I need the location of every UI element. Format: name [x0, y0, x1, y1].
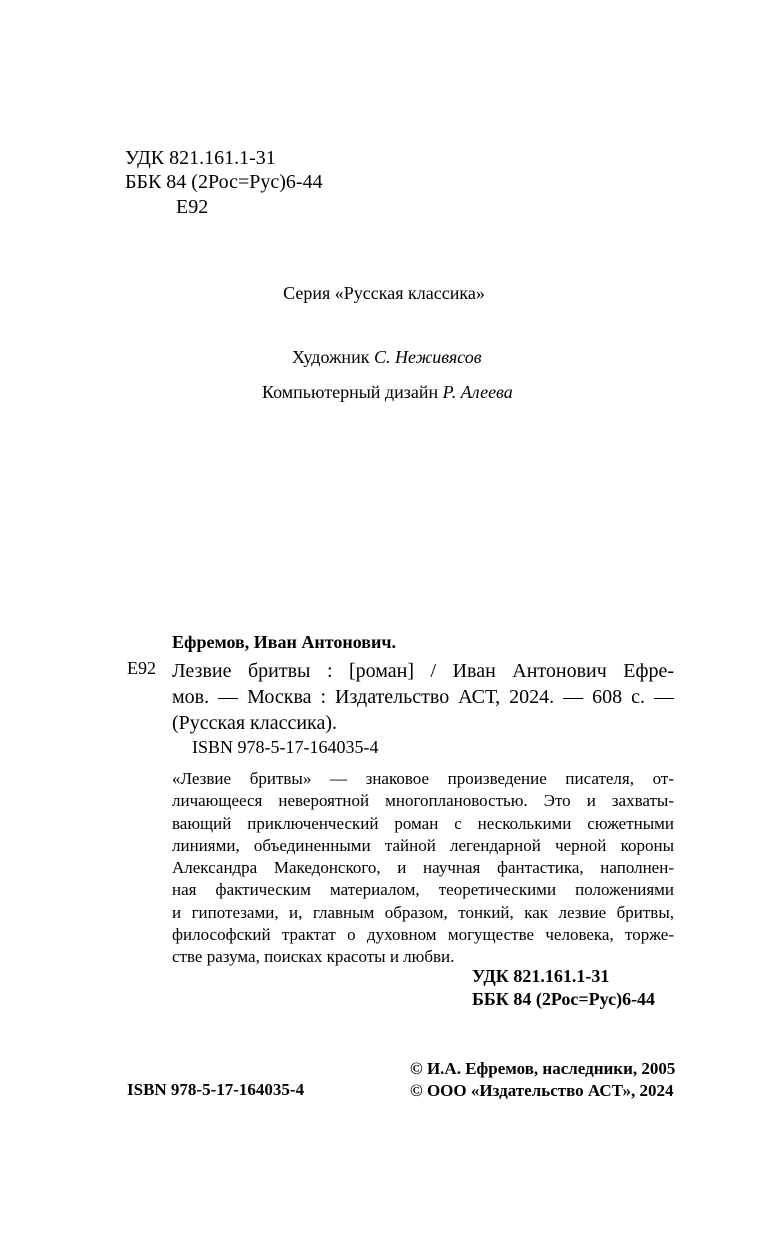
copyright-line: © И.А. Ефремов, наследники, 2005 — [410, 1059, 676, 1078]
copyright-line: © ООО «Издательство АСТ», 2024 — [410, 1081, 674, 1100]
annotation-line: стве разума, поисках красоты и любви. — [172, 947, 455, 967]
annotation-line: вающий приключенческий роман с несколькими сюжетными — [172, 813, 674, 833]
series-title: Серия «Русская классика» — [283, 283, 485, 303]
annotation-line: и гипотезами, и, главным образом, тонкий, как лезвие бритвы, — [172, 902, 674, 922]
udk-code: УДК 821.161.1-31 — [472, 966, 610, 986]
classification-block-bottom — [472, 965, 655, 1011]
annotation-line: Александра Македонского, и научная фантастика, наполнен- — [172, 858, 674, 878]
description-line: Лезвие бритвы : [роман] / Иван Антонович Ефре- — [172, 660, 674, 682]
annotation-line: «Лезвие бритвы» — знаковое произведение писателя, от- — [172, 769, 674, 788]
artist-credit — [292, 347, 482, 368]
copyright-block — [410, 1058, 675, 1102]
annotation-line: философский трактат о духовном могуществе человека, торже- — [172, 925, 674, 945]
udk-code: УДК 821.161.1-31 — [125, 147, 276, 169]
annotation-line: личающееся невероятной многоплановостью. Это и захваты- — [172, 791, 674, 811]
design-label: Компьютерный дизайн — [262, 382, 439, 402]
annotation-line: ная фактическим материалом, теоретическими положениями — [172, 880, 674, 900]
isbn-bottom: ISBN 978-5-17-164035-4 — [127, 1080, 305, 1099]
design-credit — [262, 382, 513, 403]
bbk-code: ББК 84 (2Рос=Рус)6-44 — [125, 171, 323, 193]
description-line: мов. — Москва : Издательство АСТ, 2024. — 608 с. — — [172, 686, 674, 708]
design-name: Р. Алеева — [442, 382, 513, 402]
artist-name: С. Неживясов — [373, 347, 482, 367]
isbn-main: ISBN 978-5-17-164035-4 — [192, 737, 379, 757]
annotation — [172, 768, 674, 969]
classification-block-top — [125, 146, 323, 194]
description-line: (Русская классика). — [172, 712, 338, 734]
bbk-code: ББК 84 (2Рос=Рус)6-44 — [472, 989, 656, 1009]
author-mark: Е92 — [127, 658, 156, 678]
author-heading: Ефремов, Иван Антонович. — [172, 632, 396, 652]
annotation-line: линиями, объединенными тайной легендарной черной короны — [172, 835, 674, 855]
author-mark-top: Е92 — [176, 196, 209, 218]
artist-label: Художник — [292, 347, 370, 367]
bibliographic-description — [172, 658, 674, 736]
